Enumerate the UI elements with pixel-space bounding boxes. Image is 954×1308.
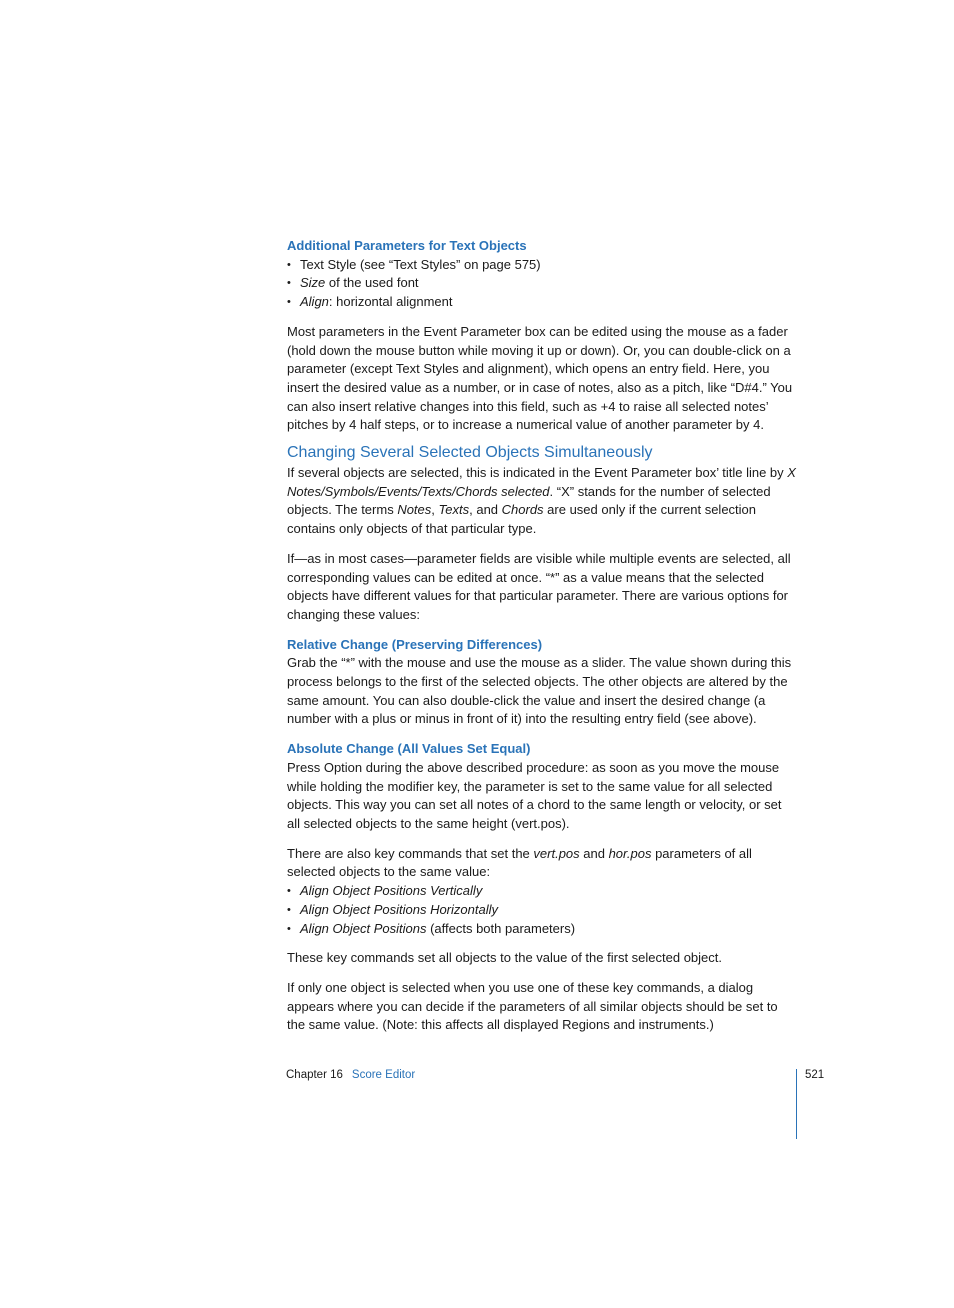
paragraph-absolute-change: Press Option during the above described procedure: as soon as you move the mouse while holding the modifier key, the parameter is set to the same value for all selected objects. This way you can set all notes of a chord to the same length or velocity, or set all selected objects to the same height (vert.pos). xyxy=(287,759,782,831)
list-item-text: Text Style (see “Text Styles” on page 575) xyxy=(300,256,541,272)
section-heading-absolute-change: Absolute Change (All Values Set Equal) xyxy=(287,741,531,757)
list-item-term: Size xyxy=(300,275,326,291)
list-item-term: Align Object Positions Horizontally xyxy=(300,901,498,917)
paragraph-editing-options: If—as in most cases—parameter fields are visible while multiple events are selected, all corresponding values can be edited at once. “*” as a value means that the selected objects have different values for that particular parameter. There are various options for changing these values: xyxy=(287,550,791,622)
footer-section-link[interactable]: Score Editor xyxy=(351,1069,416,1081)
list-item xyxy=(287,882,797,901)
paragraph-relative-change: Grab the “*” with the mouse and use the mouse as a slider. The value shown during this process belongs to the first of the selected objects. The other objects are altered by the same amount. You can also double-click the value and insert the desired change (a number with a plus or minus in front of it) into the resulting entry field (see above). xyxy=(287,655,792,727)
section-heading-relative-change: Relative Change (Preserving Differences) xyxy=(287,636,543,652)
list-item xyxy=(287,293,797,312)
paragraph-first-object: These key commands set all objects to the value of the first selected object. xyxy=(287,950,722,966)
paragraph-selection-title: If several objects are selected, this is indicated in the Event Parameter box’ title line by X Notes/Symbols/Events/Texts/Chords selected. “X” stands for the number of selected objects. The terms Notes, Texts, and Chords are used only if the current selection contains only objects of that particular type. xyxy=(287,465,796,537)
section-heading-text-objects: Additional Parameters for Text Objects xyxy=(287,238,527,253)
list-item-text: (affects both parameters) xyxy=(426,920,576,936)
paragraph-fader-editing: Most parameters in the Event Parameter box can be edited using the mouse as a fader (hold down the mouse button while moving it up or down). Or, you can double-click on a parameter (except Text Styles and alignment), which opens an entry field. Here, you insert the desired value as a number, or in case of notes, also as a pitch, like “D#4.” You can also insert relative changes into this field, such as +4 to raise all selected notes’ pitches by 4 half steps, or to increase a numerical value of another parameter by 4. xyxy=(287,323,793,433)
list-item xyxy=(287,901,797,920)
paragraph-dialog-note: If only one object is selected when you use one of these key commands, a dialog appears where you can decide if the parameters of all similar objects should be set to the same value. (Note: this affects all displayed Regions and instruments.) xyxy=(287,979,778,1033)
footer-chapter: Chapter 16 xyxy=(286,1069,343,1081)
paragraph-key-commands: There are also key commands that set the vert.pos and hor.pos parameters of all selected objects to the same value: xyxy=(287,845,752,880)
list-item-term: Align Object Positions Vertically xyxy=(300,883,483,899)
list-item-term: Align xyxy=(300,294,329,310)
footer-divider xyxy=(796,1069,797,1139)
text-parameters-list xyxy=(287,256,797,312)
list-item xyxy=(287,920,797,939)
list-item-text: of the used font xyxy=(325,275,419,291)
list-item-text: : horizontal alignment xyxy=(328,294,453,310)
section-heading-multiple-objects: Changing Several Selected Objects Simultaneously xyxy=(287,444,653,462)
list-item xyxy=(287,256,797,275)
key-commands-list xyxy=(287,882,797,938)
page-number: 521 xyxy=(805,1069,825,1081)
list-item xyxy=(287,274,797,293)
list-item-term: Align Object Positions xyxy=(300,920,427,936)
page-content xyxy=(287,237,797,1035)
page-footer xyxy=(286,1069,415,1081)
